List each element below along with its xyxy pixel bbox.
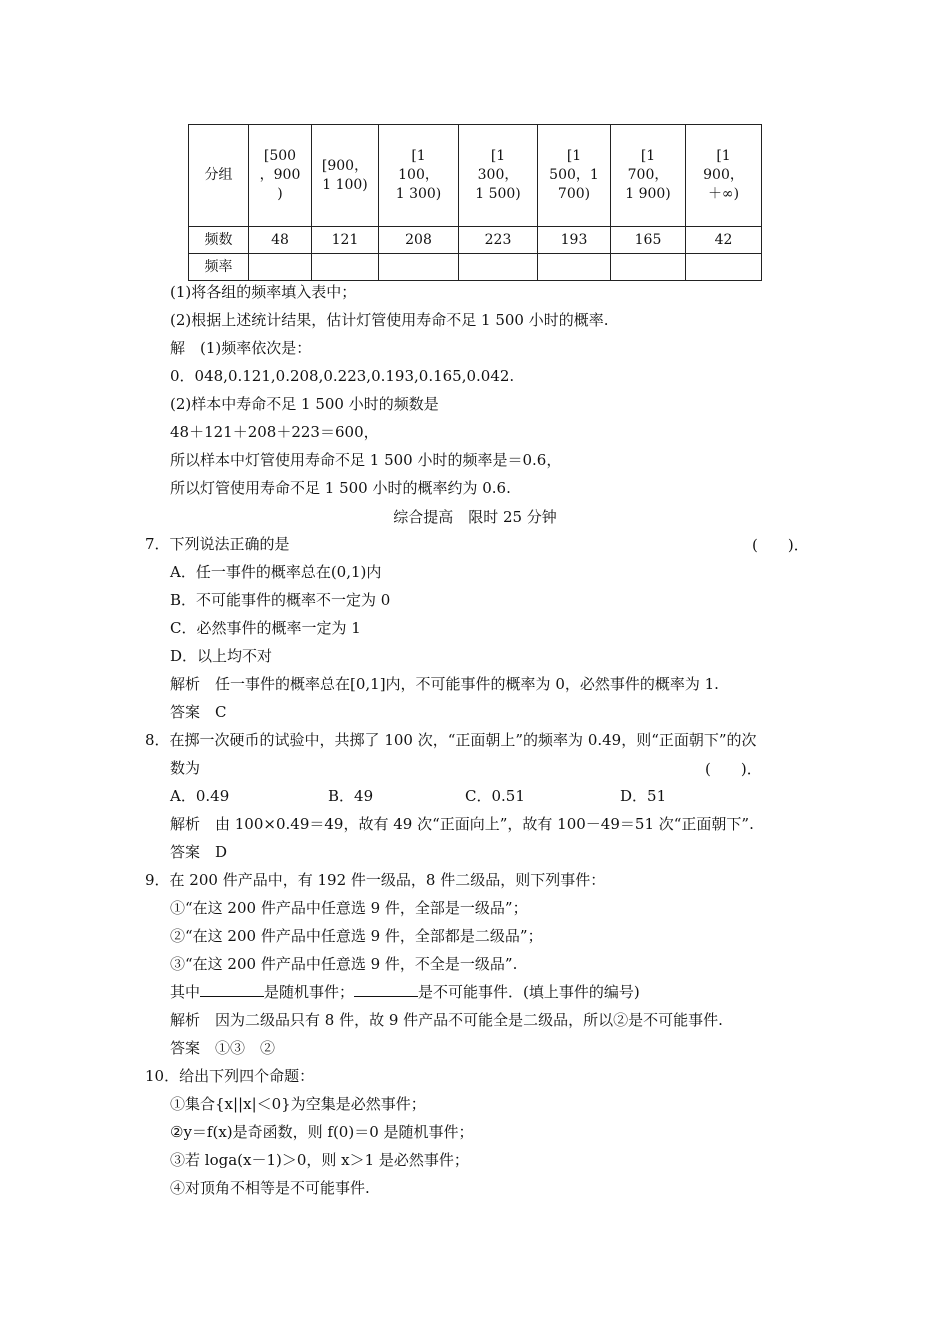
table-cell: [900， 1 100): [312, 125, 379, 227]
fill-blank: [354, 982, 418, 997]
table-cell: 48: [249, 227, 312, 254]
table-cell: 121: [312, 227, 379, 254]
q9-fill-text: 是不可能事件．(填上事件的编号): [418, 983, 640, 1001]
q7-answer-paren: ( )．: [752, 536, 809, 554]
table-cell: 42: [686, 227, 762, 254]
q8-answer-paren: ( )．: [705, 760, 762, 778]
q6-solution-line: 解 (1)频率依次是：: [170, 339, 312, 357]
q9-event: ②“在这 200 件产品中任意选 9 件，全部都是二级品”；: [170, 927, 543, 945]
q9-fill-text: 是随机事件；: [264, 983, 355, 1001]
table-row: [189, 227, 762, 254]
q9-event: ③“在这 200 件产品中任意选 9 件，不全是一级品”.: [170, 955, 518, 973]
q9-analysis: 解析 因为二级品只有 8 件，故 9 件产品不可能全是二级品，所以②是不可能事件.: [170, 1011, 723, 1029]
frequency-table: [188, 124, 762, 281]
table-cell: 165: [611, 227, 686, 254]
table-header-row: [189, 125, 762, 227]
q7-option-d: D．以上均不对: [170, 647, 273, 665]
table-cell: [500 ，900 ): [249, 125, 312, 227]
q8-option-a: A．0.49: [170, 787, 230, 805]
q10-proposition: ④对顶角不相等是不可能事件.: [170, 1179, 370, 1197]
table-cell: [611, 254, 686, 281]
table-cell: [459, 254, 538, 281]
table-cell: [379, 254, 459, 281]
q8-stem: 8．在掷一次硬币的试验中，共掷了 100 次，“正面朝上”的频率为 0.49，则“正面朝下”的次: [145, 731, 757, 749]
q8-stem-cont: 数为: [170, 759, 201, 777]
table-cell: 223: [459, 227, 538, 254]
q7-option-a: A．任一事件的概率总在(0,1)内: [170, 563, 382, 581]
table-cell: 分组: [189, 125, 249, 227]
table-cell: 193: [538, 227, 611, 254]
q9-fill-in: [170, 982, 640, 1002]
q7-stem: 7．下列说法正确的是: [145, 535, 290, 553]
q9-stem: 9．在 200 件产品中，有 192 件一级品，8 件二级品，则下列事件：: [145, 871, 606, 889]
q8-analysis: 解析 由 100×0.49＝49，故有 49 次“正面向上”，故有 100－49＝51 次“正面朝下”.: [170, 815, 754, 833]
q6-solution-line: 48＋121＋208＋223＝600，: [170, 423, 379, 441]
q7-option-c: C．必然事件的概率一定为 1: [170, 619, 361, 637]
q6-solution-line: 所以样本中灯管使用寿命不足 1 500 小时的频率是＝0.6，: [170, 451, 562, 469]
table-cell: [1 900， ＋∞): [686, 125, 762, 227]
q8-answer: 答案 D: [170, 843, 228, 861]
q9-fill-text: 其中: [170, 983, 201, 1001]
table-cell: 208: [379, 227, 459, 254]
q9-answer: 答案 ①③ ②: [170, 1039, 276, 1057]
table-cell: [1 700， 1 900): [611, 125, 686, 227]
table-cell: 频率: [189, 254, 249, 281]
fill-blank: [200, 982, 264, 997]
q10-proposition: ②y＝f(x)是奇函数，则 f(0)＝0 是随机事件；: [170, 1123, 474, 1141]
table-cell: 频数: [189, 227, 249, 254]
q7-answer: 答案 C: [170, 703, 227, 721]
q10-stem: 10．给出下列四个命题：: [145, 1067, 315, 1085]
q7-option-b: B．不可能事件的概率不一定为 0: [170, 591, 391, 609]
q8-option-c: C．0.51: [465, 787, 525, 805]
q7-analysis: 解析 任一事件的概率总在[0,1]内，不可能事件的概率为 0，必然事件的概率为 1.: [170, 675, 719, 693]
q10-proposition: ①集合{x||x|＜0}为空集是必然事件；: [170, 1095, 426, 1113]
q8-option-d: D．51: [620, 787, 667, 805]
q6-solution-line: 0．048,0.121,0.208,0.223,0.193,0.165,0.042.: [170, 367, 515, 385]
section-title: 综合提高 限时 25 分钟: [393, 508, 557, 526]
q6-part1: (1)将各组的频率填入表中；: [170, 283, 357, 301]
table-cell: [1 500，1 700): [538, 125, 611, 227]
q6-part2: (2)根据上述统计结果，估计灯管使用寿命不足 1 500 小时的概率.: [170, 311, 609, 329]
table-cell: [312, 254, 379, 281]
q6-solution-line: 所以灯管使用寿命不足 1 500 小时的概率约为 0.6.: [170, 479, 511, 497]
q9-event: ①“在这 200 件产品中任意选 9 件，全部是一级品”；: [170, 899, 528, 917]
table-row: [189, 254, 762, 281]
table-cell: [249, 254, 312, 281]
q6-solution-line: (2)样本中寿命不足 1 500 小时的频数是: [170, 395, 439, 413]
table-cell: [1 300， 1 500): [459, 125, 538, 227]
q10-proposition: ③若 loga(x－1)＞0，则 x＞1 是必然事件；: [170, 1151, 469, 1169]
table-cell: [1 100， 1 300): [379, 125, 459, 227]
q8-option-b: B．49: [328, 787, 374, 805]
table-cell: [538, 254, 611, 281]
table-cell: [686, 254, 762, 281]
